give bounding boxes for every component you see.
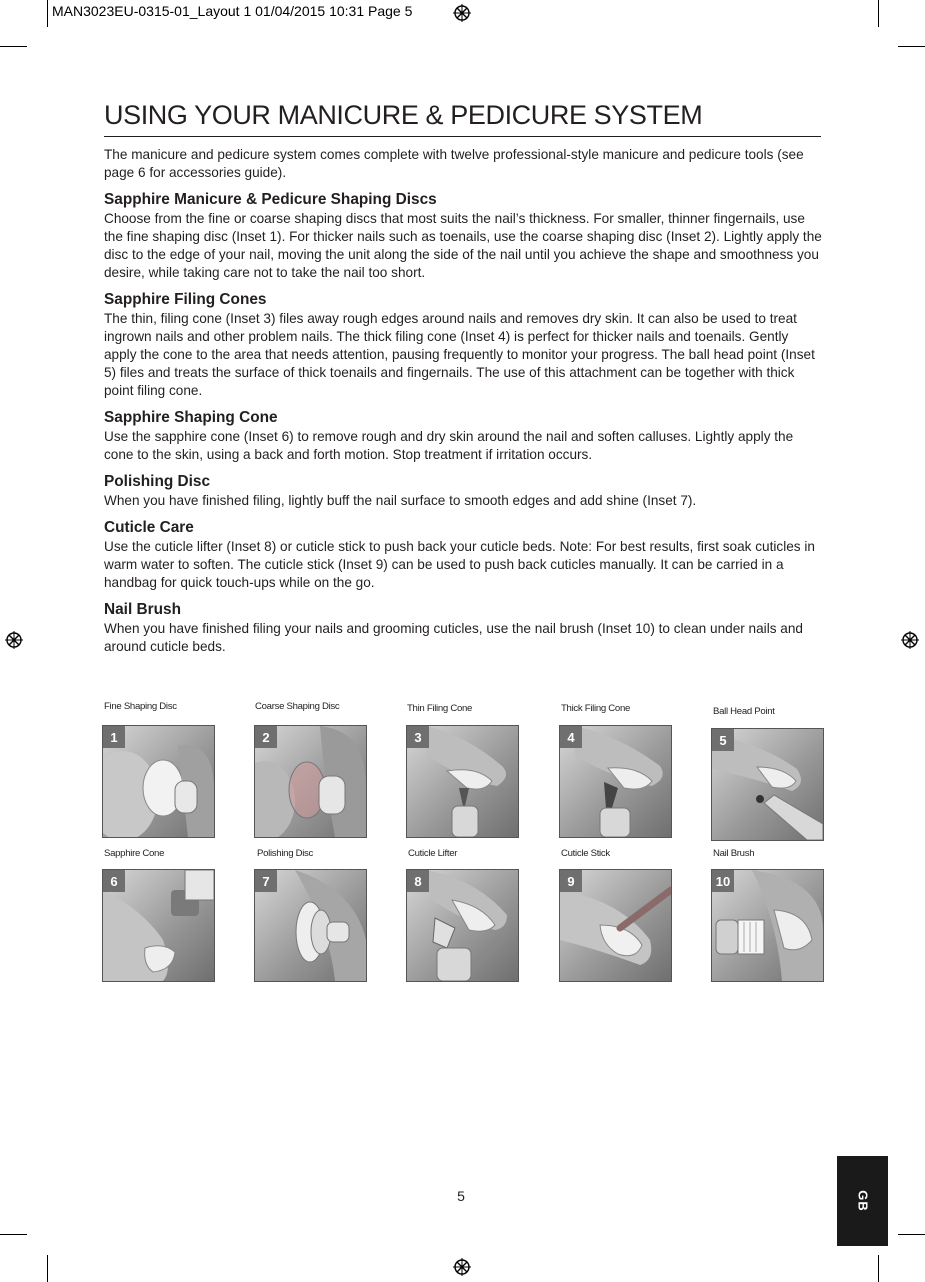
- print-slug: MAN3023EU-0315-01_Layout 1 01/04/2015 10:31 Page 5: [52, 3, 413, 19]
- inset-caption: Cuticle Stick: [561, 848, 610, 859]
- language-tab: [837, 1156, 888, 1246]
- inset-photo-polishing-disc: [254, 869, 367, 982]
- registration-mark-icon: [901, 631, 919, 649]
- section-body: The thin, filing cone (Inset 3) files away rough edges around nails and removes dry skin. It can also be used to treat ingrown nails and other problem nails. The thick filing cone (Inset 4) is perfect for thicker nails and toenails. Gently apply the cone to the area that needs attention, pausing frequently to monitor your progress. The ball head point (Inset 5) files and treats the surface of thick toenails and fingernails. The use of this attachment can be together with thick point filing cone.: [104, 311, 815, 398]
- inset-number: 6: [103, 870, 125, 892]
- crop-mark: [878, 0, 879, 27]
- inset-photo-ball-head-point: [711, 728, 824, 841]
- crop-mark: [898, 1234, 925, 1235]
- section-body: When you have finished filing your nails and grooming cuticles, use the nail brush (Inset 10) to clean under nails and around cuticle beds.: [104, 621, 803, 654]
- instructions-text: [104, 146, 824, 656]
- section-heading: Nail Brush: [104, 601, 181, 618]
- language-tab-label: GB: [855, 1190, 870, 1212]
- inset-caption: Thick Filing Cone: [561, 703, 631, 714]
- inset-caption: Fine Shaping Disc: [104, 701, 177, 712]
- inset-number: 7: [255, 870, 277, 892]
- inset-number: 10: [712, 870, 734, 892]
- inset-photo-cuticle-stick: [559, 869, 672, 982]
- inset-caption: Sapphire Cone: [104, 848, 165, 859]
- inset-number: 4: [560, 726, 582, 748]
- section-body: When you have finished filing, lightly buff the nail surface to smooth edges and add shine (Inset 7).: [104, 493, 697, 508]
- inset-number: 3: [407, 726, 429, 748]
- registration-mark-icon: [453, 4, 471, 22]
- page-title: USING YOUR MANICURE & PEDICURE SYSTEM: [104, 100, 703, 130]
- section-heading: Cuticle Care: [104, 519, 194, 536]
- crop-mark: [898, 46, 925, 47]
- registration-mark-icon: [453, 1258, 471, 1276]
- section-heading: Sapphire Filing Cones: [104, 291, 267, 308]
- inset-number: 2: [255, 726, 277, 748]
- crop-mark: [878, 1255, 879, 1282]
- section-body: Use the cuticle lifter (Inset 8) or cuticle stick to push back your cuticle beds. Note: For best results, first soak cuticles in warm water to soften. The cuticle stick (Inset 9) can be used to push back cuticles manually. It can be carried in a handbag for quick touch-ups while on the go.: [104, 539, 815, 590]
- inset-number: 5: [712, 729, 734, 751]
- crop-mark: [0, 46, 27, 47]
- inset-caption: Ball Head Point: [713, 706, 775, 717]
- section-body: Choose from the fine or coarse shaping discs that most suits the nail’s thickness. For smaller, thinner fingernails, use the fine shaping disc (Inset 1). For thicker nails such as toenails, use the coarse shaping disc (Inset 2). Lightly apply the disc to the edge of your nail, moving the unit along the side of the nail until you achieve the shape and smoothness you desire, while taking care not to take the nail too short.: [104, 211, 822, 280]
- inset-caption: Coarse Shaping Disc: [255, 701, 340, 712]
- crop-mark: [47, 0, 48, 27]
- section-heading: Sapphire Shaping Cone: [104, 409, 278, 426]
- inset-photo-sapphire-cone: [102, 869, 215, 982]
- inset-number: 1: [103, 726, 125, 748]
- inset-photo-thick-filing-cone: [559, 725, 672, 838]
- inset-caption: Polishing Disc: [257, 848, 314, 859]
- inset-photo-thin-filing-cone: [406, 725, 519, 838]
- page-number: 5: [457, 1188, 465, 1204]
- inset-photo-coarse-shaping-disc: [254, 725, 367, 838]
- inset-photo-cuticle-lifter: [406, 869, 519, 982]
- inset-caption: Thin Filing Cone: [407, 703, 473, 714]
- intro-paragraph: The manicure and pedicure system comes complete with twelve professional-style manicure and pedicure tools (see page 6 for accessories guide).: [104, 147, 804, 180]
- inset-caption: Nail Brush: [713, 848, 755, 859]
- inset-photo-nail-brush: [711, 869, 824, 982]
- section-body: Use the sapphire cone (Inset 6) to remove rough and dry skin around the nail and soften calluses. Lightly apply the cone to the skin, using a back and forth motion. Stop treatment if irritation occurs.: [104, 429, 794, 462]
- inset-photo-fine-shaping-disc: [102, 725, 215, 838]
- title-rule: [104, 136, 821, 137]
- crop-mark: [47, 1255, 48, 1282]
- inset-caption: Cuticle Lifter: [408, 848, 458, 859]
- section-heading: Sapphire Manicure & Pedicure Shaping Discs: [104, 191, 437, 208]
- crop-mark: [0, 1234, 27, 1235]
- inset-number: 9: [560, 870, 582, 892]
- registration-mark-icon: [5, 631, 23, 649]
- section-heading: Polishing Disc: [104, 473, 211, 490]
- inset-number: 8: [407, 870, 429, 892]
